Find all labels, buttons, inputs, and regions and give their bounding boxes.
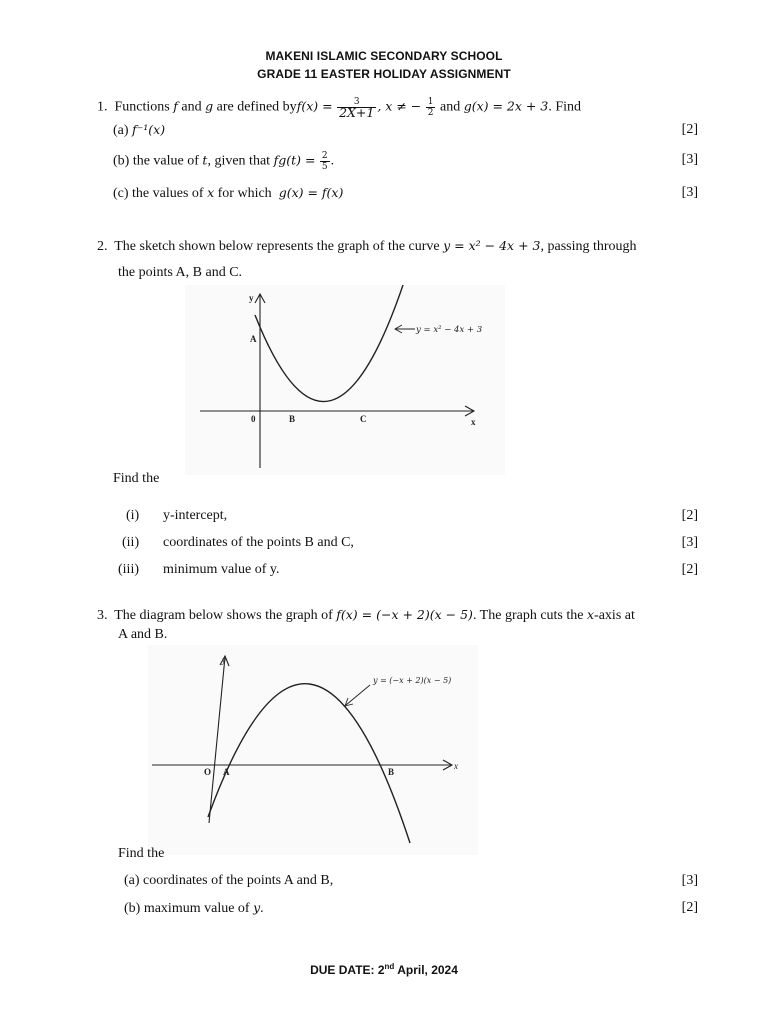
q3-part-b bbox=[124, 899, 264, 918]
q2-part-ii-label: (ii) bbox=[122, 535, 140, 550]
point-a-label: A bbox=[223, 767, 230, 777]
q3-text-2: . The graph cuts the bbox=[472, 608, 584, 623]
part-label: (b) bbox=[124, 901, 141, 916]
q3-text-4: A and B. bbox=[118, 627, 168, 642]
question-number: 2. bbox=[97, 239, 108, 254]
q2-text: The sketch shown below represents the graph of the curve bbox=[114, 239, 440, 254]
part-variable: x bbox=[207, 185, 215, 200]
question-3-stem bbox=[97, 606, 635, 625]
part-end: . bbox=[330, 153, 335, 169]
part-text: the value of bbox=[132, 153, 199, 169]
point-c-label: C bbox=[360, 414, 367, 424]
fraction-numerator: 1 bbox=[427, 97, 434, 107]
part-label: (a) bbox=[124, 873, 140, 888]
part-math: fg(t) = bbox=[273, 152, 316, 168]
question-number: 3. bbox=[97, 608, 108, 623]
part-text-2: , given that bbox=[207, 153, 271, 169]
part-math: f⁻¹(x) bbox=[132, 122, 166, 137]
q1-restriction-fraction bbox=[426, 97, 436, 118]
q2-text-2: , passing through bbox=[540, 239, 637, 254]
q1-f-symbol: f bbox=[173, 98, 178, 114]
fraction-denominator: 5 bbox=[321, 162, 328, 172]
q3-find-text: Find the bbox=[118, 846, 165, 861]
q3-part-b-mark: [2] bbox=[681, 900, 698, 915]
q3-part-a bbox=[124, 872, 333, 890]
q3-equation: f(x) = (−x + 2)(x − 5) bbox=[336, 607, 473, 622]
due-date-ordinal: nd bbox=[384, 962, 395, 971]
q1-f-fraction bbox=[337, 97, 376, 118]
q3-text: The diagram below shows the graph of bbox=[114, 608, 333, 623]
question-1-stem bbox=[97, 97, 581, 118]
q2-text-3: the points A, B and C. bbox=[118, 265, 243, 280]
q1-part-c-mark: [3] bbox=[681, 185, 698, 200]
part-text: the values of bbox=[132, 186, 204, 201]
q1-g-definition: g(x) = 2x + 3 bbox=[463, 98, 549, 114]
part-end: . bbox=[260, 901, 264, 916]
q3-figure bbox=[148, 645, 478, 855]
question-number: 1. bbox=[97, 99, 108, 115]
q3-part-a-mark: [3] bbox=[681, 873, 698, 888]
q2-part-iii-text: minimum value of y. bbox=[163, 562, 280, 577]
q1-g-symbol: g bbox=[205, 98, 214, 114]
part-variable: y bbox=[253, 900, 261, 915]
part-text: coordinates of the points A and B, bbox=[143, 873, 334, 888]
part-text: maximum value of bbox=[143, 901, 250, 916]
q1-and-text: and bbox=[181, 99, 202, 115]
due-date-prefix: DUE DATE: 2 bbox=[310, 963, 385, 977]
q1-and-text-2: and bbox=[439, 99, 461, 115]
q2-part-ii-mark: [3] bbox=[681, 535, 698, 550]
point-b-label: B bbox=[388, 767, 395, 777]
q2-part-i-mark: [2] bbox=[681, 508, 698, 523]
q1-intro-text: Functions bbox=[114, 99, 170, 115]
point-a-label: A bbox=[250, 334, 257, 344]
part-variable: t bbox=[202, 152, 208, 168]
point-b-label: B bbox=[289, 414, 296, 424]
fraction-numerator: 3 bbox=[337, 97, 376, 108]
fraction-denominator: 2 bbox=[427, 108, 434, 118]
origin-label: 0 bbox=[251, 414, 256, 424]
q2-part-i-text: y-intercept, bbox=[163, 508, 228, 523]
q2-find-text: Find the bbox=[113, 471, 160, 486]
part-label: (c) bbox=[113, 186, 129, 201]
figure-background bbox=[185, 285, 505, 475]
due-date bbox=[0, 962, 768, 977]
part-fraction bbox=[320, 151, 330, 172]
curve-label: y = (−x + 2)(x − 5) bbox=[373, 676, 452, 685]
part-text-2: for which bbox=[217, 186, 272, 201]
fraction-numerator: 2 bbox=[321, 151, 328, 161]
q2-equation: y = x² − 4x + 3 bbox=[443, 238, 541, 253]
parabola-graph bbox=[185, 285, 505, 475]
q1-part-a-mark: [2] bbox=[681, 122, 698, 137]
q1-restriction: , x ≠ − bbox=[377, 98, 422, 114]
q1-part-b-mark: [3] bbox=[681, 152, 698, 167]
q2-part-ii-text: coordinates of the points B and C, bbox=[163, 535, 354, 550]
q3-x-variable: x bbox=[586, 607, 595, 622]
q1-defined-text: are defined by bbox=[216, 99, 297, 115]
x-axis-label: x bbox=[471, 417, 476, 427]
inverted-parabola-graph bbox=[148, 645, 478, 855]
school-name: MAKENI ISLAMIC SECONDARY SCHOOL bbox=[265, 49, 503, 63]
q2-figure bbox=[185, 285, 505, 475]
curve-label: y = x² − 4x + 3 bbox=[416, 325, 483, 335]
q3-text-3: -axis at bbox=[594, 608, 635, 623]
q1-part-c bbox=[113, 184, 343, 203]
q1-part-a bbox=[113, 121, 165, 140]
q2-part-i-label: (i) bbox=[126, 508, 140, 523]
fraction-denominator: 2X+1 bbox=[339, 105, 375, 120]
q1-f-definition: f(x) = bbox=[296, 98, 333, 114]
q1-part-b bbox=[113, 151, 334, 172]
q2-part-iii-mark: [2] bbox=[681, 562, 698, 577]
question-2-stem bbox=[97, 237, 637, 256]
due-date-suffix: April, 2024 bbox=[394, 963, 458, 977]
x-axis-label: x bbox=[454, 761, 458, 771]
assignment-title: GRADE 11 EASTER HOLIDAY ASSIGNMENT bbox=[257, 67, 511, 81]
part-label: (a) bbox=[113, 123, 129, 138]
part-math: g(x) = f(x) bbox=[278, 185, 344, 200]
q1-find-text: . Find bbox=[548, 99, 581, 115]
part-label: (b) bbox=[113, 153, 130, 169]
q2-part-iii-label: (iii) bbox=[118, 562, 139, 577]
origin-label: O bbox=[204, 767, 212, 777]
y-axis-label: y bbox=[249, 293, 254, 303]
y-axis-label: y bbox=[222, 655, 226, 665]
